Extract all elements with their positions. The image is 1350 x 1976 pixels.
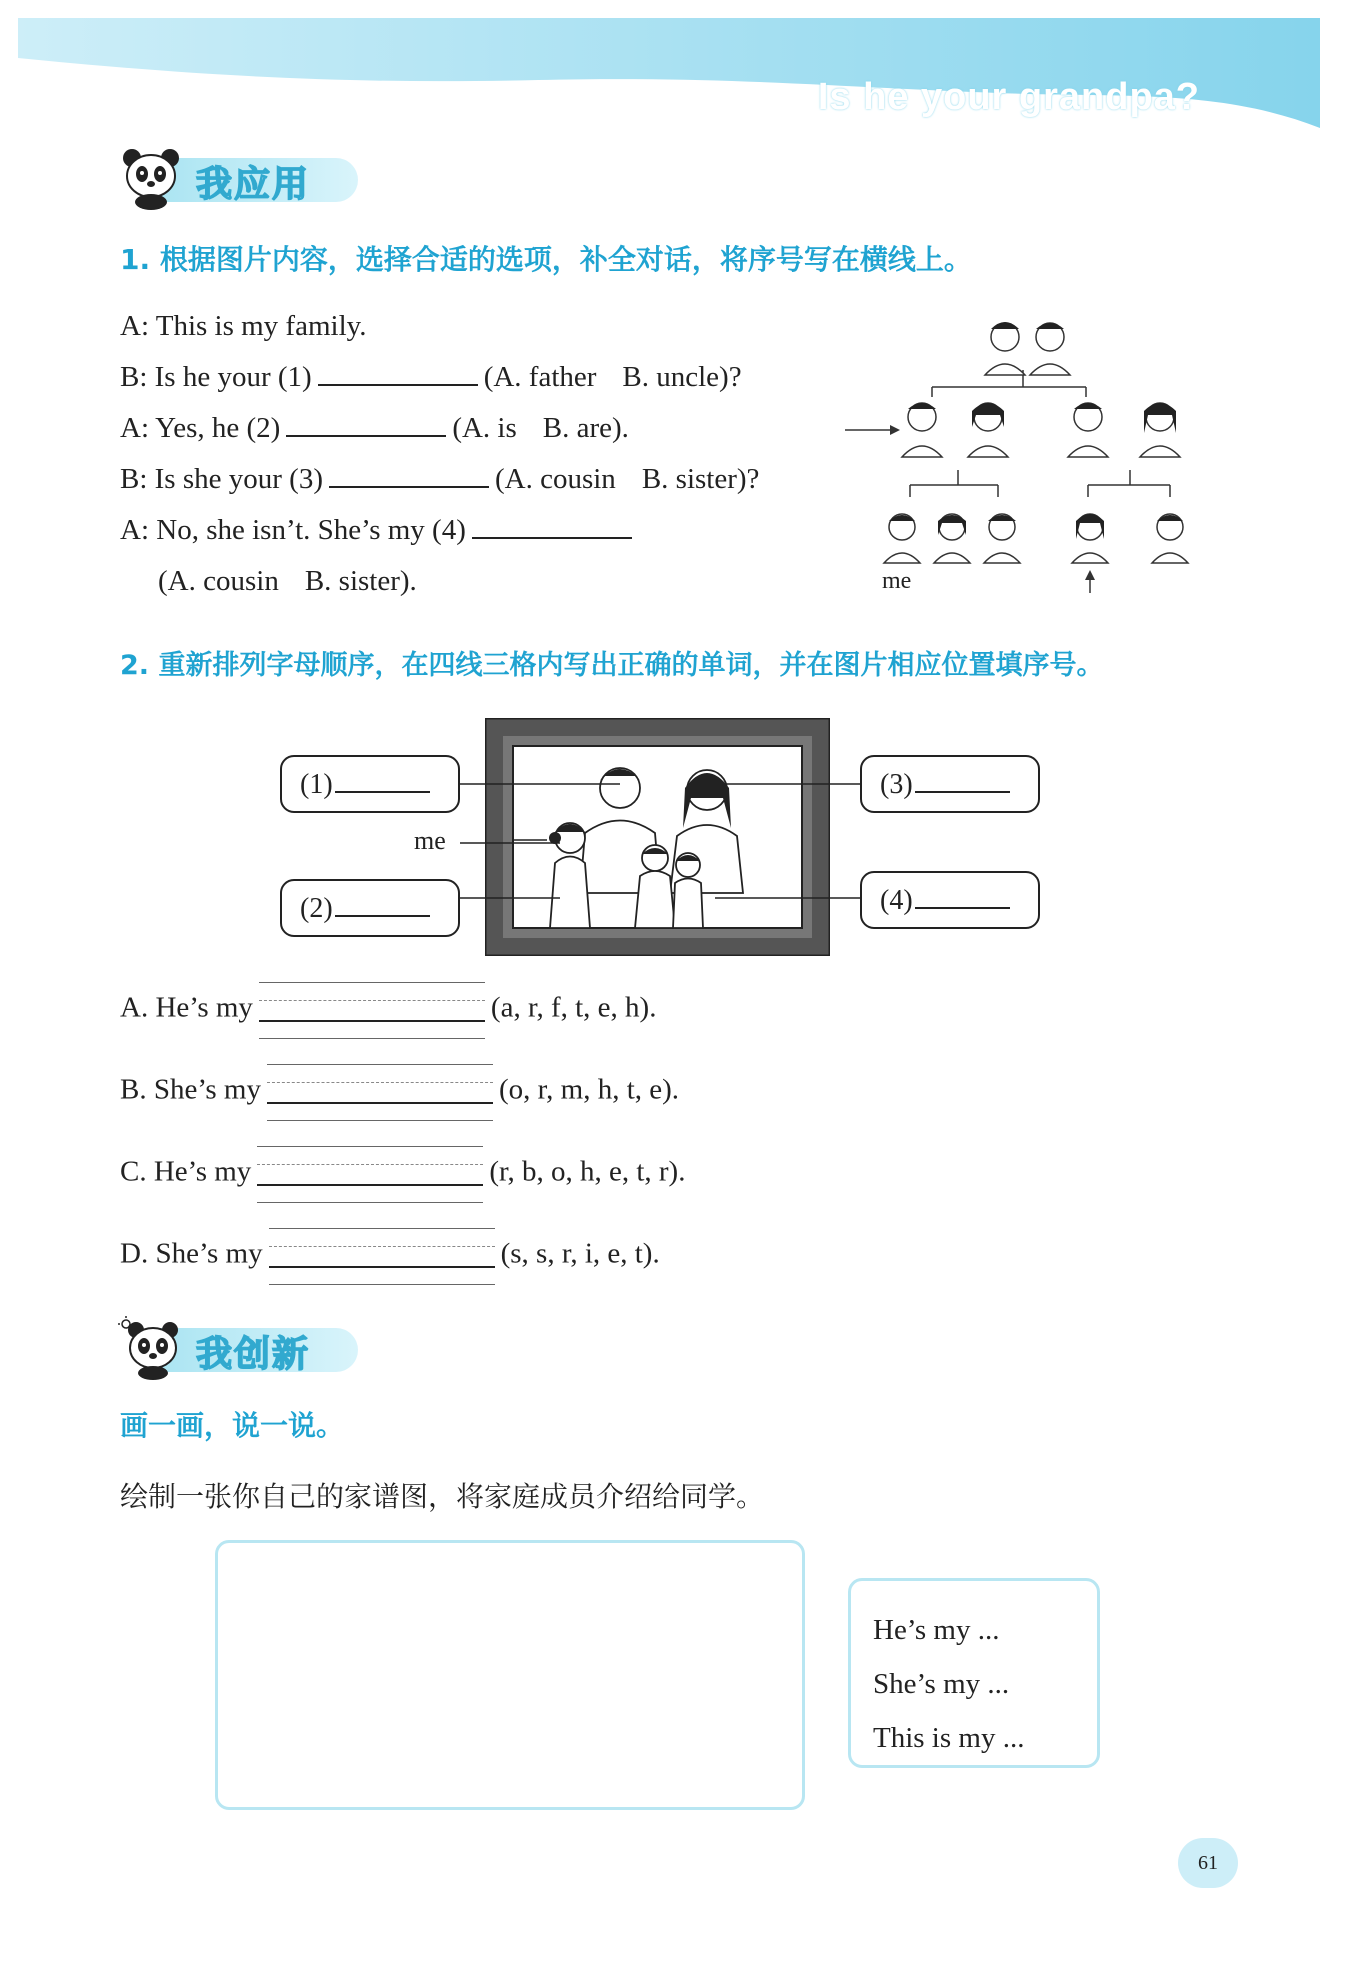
photo-me-label: me bbox=[414, 826, 446, 855]
dialogue-line-5: A: No, she isn’t. She’s my (4) bbox=[120, 514, 638, 547]
word-row-d: D. She’s my (s, s, r, i, e, t). bbox=[120, 1224, 660, 1288]
photo-label-box-4[interactable]: (4) bbox=[860, 871, 1040, 929]
panda-icon bbox=[118, 146, 188, 210]
word-row-a: A. He’s my (a, r, f, t, e, h). bbox=[120, 978, 656, 1042]
hint-line: He’s my ... bbox=[873, 1614, 1000, 1646]
four-line-grid-c[interactable] bbox=[257, 1142, 483, 1206]
unit-title: Is he your grandpa? bbox=[817, 76, 1200, 118]
four-line-grid-b[interactable] bbox=[267, 1060, 493, 1124]
me-connector-line bbox=[460, 841, 560, 845]
photo-label-box-3[interactable]: (3) bbox=[860, 755, 1040, 813]
dialogue-line-2: B: Is he your (1) (A. father B. uncle)? bbox=[120, 361, 742, 393]
section-title-create: 我创新 bbox=[196, 1334, 311, 1375]
question2-heading: 2. 重新排列字母顺序，在四线三格内写出正确的单词，并在图片相应位置填序号。 bbox=[120, 650, 1104, 681]
dialogue-line-6: (A. cousin B. sister). bbox=[158, 565, 417, 597]
page-number: 61 bbox=[1178, 1838, 1238, 1888]
answer-blank-2[interactable] bbox=[286, 413, 446, 437]
answer-blank-4[interactable] bbox=[472, 515, 632, 539]
header-banner bbox=[18, 18, 1320, 128]
four-line-grid-d[interactable] bbox=[269, 1224, 495, 1288]
section-tag-apply bbox=[118, 152, 358, 204]
drawing-area[interactable] bbox=[215, 1540, 805, 1810]
hint-line: She’s my ... bbox=[873, 1668, 1010, 1700]
sentence-hint-box bbox=[848, 1578, 1100, 1768]
answer-blank-1[interactable] bbox=[318, 362, 478, 386]
family-tree-illustration bbox=[840, 315, 1200, 605]
word-row-b: B. She’s my (o, r, m, h, t, e). bbox=[120, 1060, 679, 1124]
section-title-apply: 我应用 bbox=[196, 164, 311, 205]
four-line-grid-a[interactable] bbox=[259, 978, 485, 1042]
question3-heading: 画一画，说一说。 bbox=[120, 1409, 345, 1442]
answer-blank-3[interactable] bbox=[329, 464, 489, 488]
panda-idea-icon bbox=[118, 1316, 188, 1380]
photo-label-box-1[interactable]: (1) bbox=[280, 755, 460, 813]
hint-line: This is my ... bbox=[873, 1722, 1025, 1754]
section-tag-create bbox=[118, 1322, 358, 1374]
dialogue-line-3: A: Yes, he (2) (A. is B. are). bbox=[120, 412, 629, 444]
photo-label-box-2[interactable]: (2) bbox=[280, 879, 460, 937]
tree-me-label: me bbox=[882, 568, 912, 594]
question1-heading: 1. 根据图片内容，选择合适的选项，补全对话，将序号写在横线上。 bbox=[120, 243, 972, 276]
word-row-c: C. He’s my (r, b, o, h, e, t, r). bbox=[120, 1142, 685, 1206]
dialogue-line-1: A: This is my family. bbox=[120, 310, 367, 342]
dialogue-line-4: B: Is she your (3) (A. cousin B. sister)? bbox=[120, 463, 760, 495]
question3-instruction: 绘制一张你自己的家谱图，将家庭成员介绍给同学。 bbox=[120, 1480, 765, 1513]
photo-connector-lines bbox=[460, 780, 860, 900]
